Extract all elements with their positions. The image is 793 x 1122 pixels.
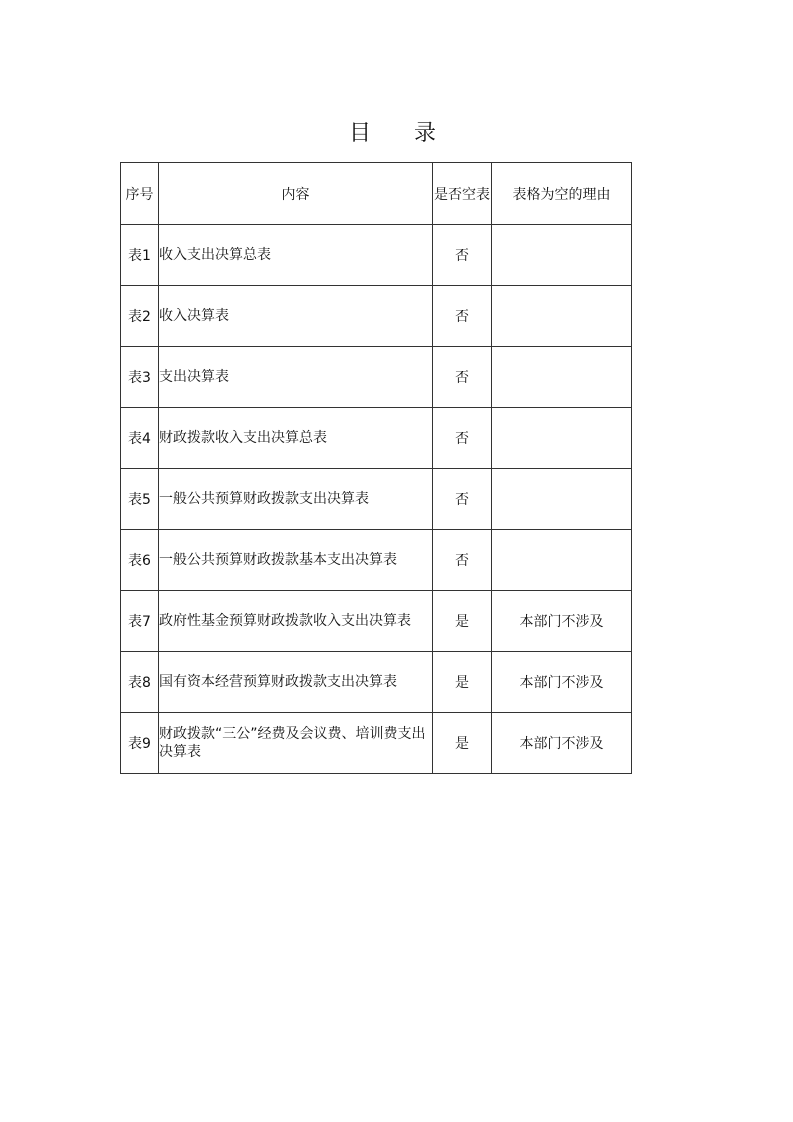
row-content: 一般公共预算财政拨款支出决算表 [159, 469, 433, 530]
row-reason [492, 408, 632, 469]
row-seq: 表2 [121, 286, 159, 347]
row-seq: 表7 [121, 591, 159, 652]
row-seq: 表6 [121, 530, 159, 591]
row-is-empty: 否 [433, 286, 492, 347]
table-row [121, 530, 632, 591]
table-row [121, 469, 632, 530]
row-reason: 本部门不涉及 [492, 713, 632, 774]
row-reason: 本部门不涉及 [492, 652, 632, 713]
row-content: 财政拨款“三公”经费及会议费、培训费支出决算表 [159, 713, 433, 774]
row-content: 收入支出决算总表 [159, 225, 433, 286]
row-is-empty: 否 [433, 347, 492, 408]
table-of-contents [120, 162, 632, 774]
row-seq: 表4 [121, 408, 159, 469]
table-row [121, 591, 632, 652]
row-reason: 本部门不涉及 [492, 591, 632, 652]
header-content: 内容 [159, 163, 433, 225]
row-reason [492, 530, 632, 591]
table-row [121, 347, 632, 408]
header-is-empty: 是否空表 [433, 163, 492, 225]
row-is-empty: 否 [433, 530, 492, 591]
row-reason [492, 286, 632, 347]
row-reason [492, 469, 632, 530]
row-seq: 表3 [121, 347, 159, 408]
header-reason: 表格为空的理由 [492, 163, 632, 225]
table-row [121, 652, 632, 713]
row-is-empty: 否 [433, 225, 492, 286]
row-content: 国有资本经营预算财政拨款支出决算表 [159, 652, 433, 713]
row-seq: 表8 [121, 652, 159, 713]
header-seq: 序号 [121, 163, 159, 225]
row-is-empty: 否 [433, 469, 492, 530]
row-reason [492, 225, 632, 286]
row-content: 政府性基金预算财政拨款收入支出决算表 [159, 591, 433, 652]
row-content: 一般公共预算财政拨款基本支出决算表 [159, 530, 433, 591]
row-content: 收入决算表 [159, 286, 433, 347]
row-is-empty: 否 [433, 408, 492, 469]
table-row [121, 225, 632, 286]
row-seq: 表1 [121, 225, 159, 286]
row-seq: 表9 [121, 713, 159, 774]
table-header-row [121, 163, 632, 225]
row-is-empty: 是 [433, 652, 492, 713]
row-is-empty: 是 [433, 713, 492, 774]
row-is-empty: 是 [433, 591, 492, 652]
table-row [121, 408, 632, 469]
page-title: 目 录 [349, 121, 454, 146]
table-row [121, 713, 632, 774]
table-row [121, 286, 632, 347]
row-content: 支出决算表 [159, 347, 433, 408]
row-seq: 表5 [121, 469, 159, 530]
row-reason [492, 347, 632, 408]
row-content: 财政拨款收入支出决算总表 [159, 408, 433, 469]
